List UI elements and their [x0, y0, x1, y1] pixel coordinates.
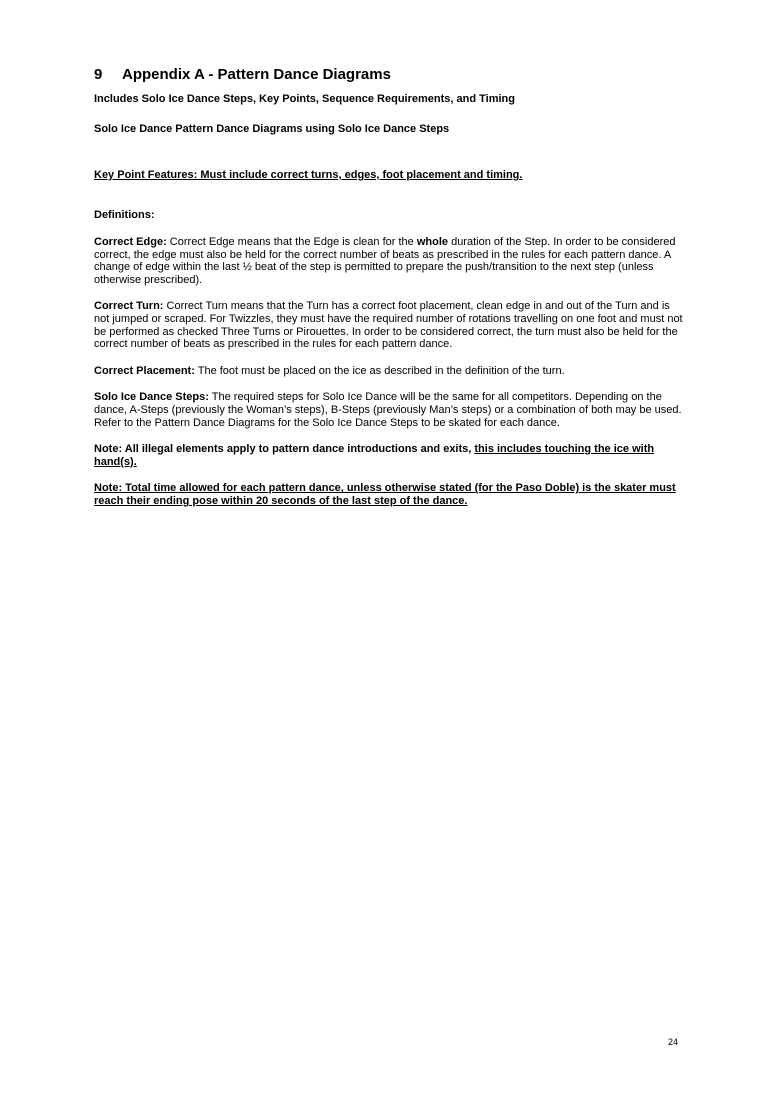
key-point-features: Key Point Features: Must include correct turns, edges, foot placement and timing.	[94, 169, 523, 181]
definition-correct-placement	[94, 365, 684, 378]
definitions-title: Definitions:	[94, 209, 155, 221]
note-illegal-elements-underlined: this includes touching the ice with hand(s).	[94, 443, 655, 468]
document-page	[94, 66, 684, 508]
term-correct-edge: Correct Edge:	[94, 236, 167, 248]
definition-correct-edge	[94, 236, 684, 286]
subtitle-pattern-diagrams: Solo Ice Dance Pattern Dance Diagrams using Solo Ice Dance Steps	[94, 123, 450, 135]
section-number: 9	[94, 66, 103, 83]
note-illegal-elements-text: Note: All illegal elements apply to pattern dance introductions and exits,	[94, 443, 475, 456]
page-number: 24	[668, 1037, 679, 1047]
section-heading	[94, 66, 684, 84]
correct-placement-text: The foot must be placed on the ice as described in the definition of the turn.	[194, 364, 565, 377]
note-illegal-elements	[94, 443, 684, 468]
term-correct-turn: Correct Turn:	[94, 300, 164, 313]
subtitle-steps-keypoints: Includes Solo Ice Dance Steps, Key Points, Sequence Requirements, and Timing	[94, 93, 515, 105]
correct-edge-text-a: Correct Edge means that the Edge is clean for the	[166, 236, 417, 248]
note-total-time: Note: Total time allowed for each pattern dance, unless otherwise stated (for the Paso Doble) is the skater must reach their ending pose within 20 seconds of the last step of the dance.	[94, 482, 676, 507]
term-correct-placement: Correct Placement:	[94, 364, 195, 377]
correct-edge-text-b: duration of the Step. In order to be considered correct, the edge must also be held for the correct number of beats as prescribed in the rules for each pattern dance. A change of edge within the last ½ beat of the step is permitted to prepare the push/transition to the next step (unless otherwise prescribed).	[94, 236, 676, 286]
definition-solo-steps	[94, 391, 684, 429]
correct-edge-emphasis: whole	[416, 236, 449, 248]
correct-turn-text: Correct Turn means that the Turn has a correct foot placement, clean edge in and out of the Turn and is not jumped or scraped. For Twizzles, they must have the required number of rotations travelling on one foot and must not be performed as checked Three Turns or Pirouettes. In order to be considered correct, the turn must also be held for the correct number of beats as prescribed in the rules for each pattern dance.	[94, 300, 683, 351]
term-solo-steps: Solo Ice Dance Steps:	[94, 391, 209, 404]
solo-steps-text: The required steps for Solo Ice Dance will be the same for all competitors. Depending on the dance, A-Steps (previously the Woman’s steps), B-Steps (previously Man’s steps) or a combination of both may be used. Refer to the Pattern Dance Diagrams for the Solo Ice Dance Steps to be skated for each dance.	[94, 391, 682, 429]
definition-correct-turn	[94, 300, 684, 350]
section-title: Appendix A - Pattern Dance Diagrams	[122, 66, 391, 83]
